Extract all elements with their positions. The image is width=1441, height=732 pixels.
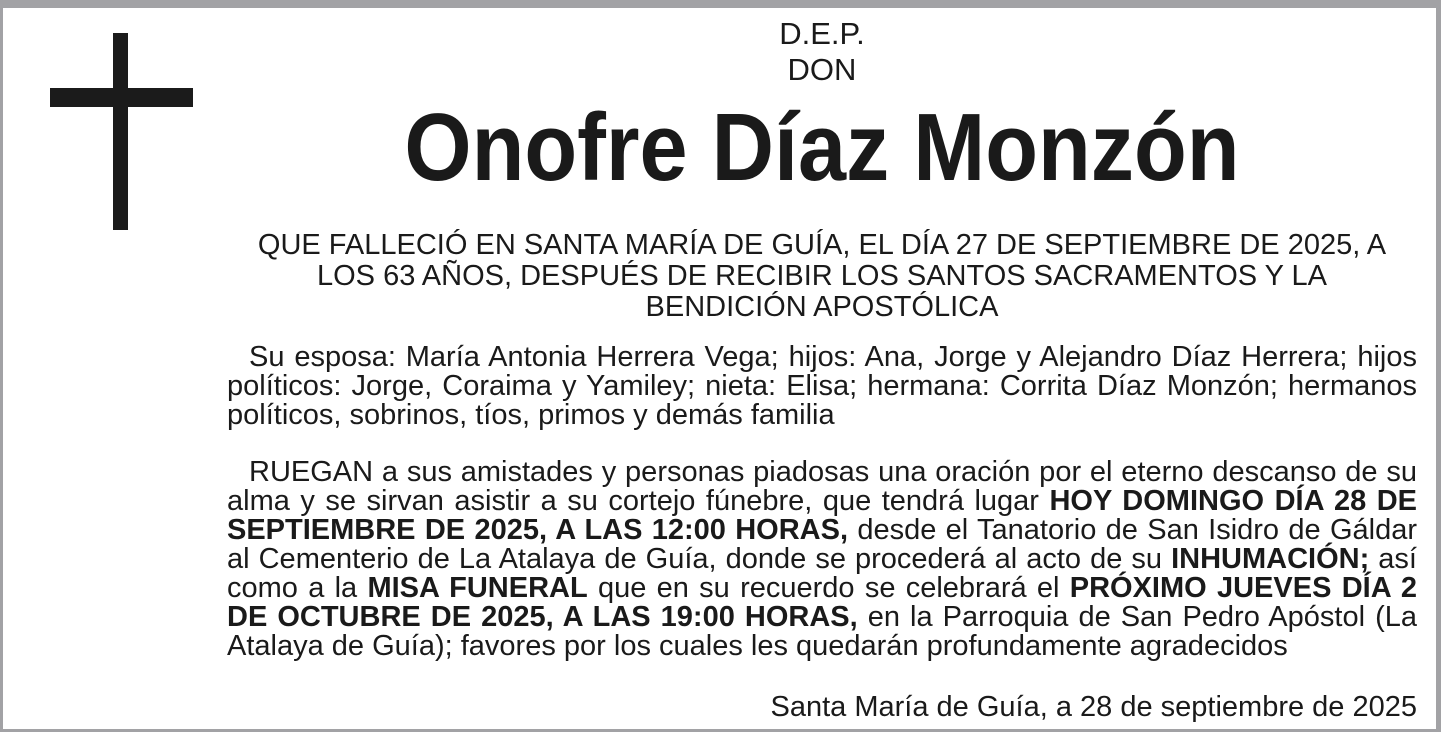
deceased-name-text: Onofre Díaz Monzón	[404, 94, 1240, 201]
announcement-run-8-misa-datetime: PRÓXIMO JUEVES DÍA 2 DE OCTUBRE DE 2025, A LAS 19:00 HORAS,	[227, 572, 1417, 633]
announcement-run-7: que en su recuerdo se celebrará el	[587, 572, 1070, 604]
announcement-run-6-misa-funeral: MISA FUNERAL	[367, 572, 588, 604]
honorific-don: DON	[787, 52, 857, 87]
announcement-run-2-funeral-datetime: HOY DOMINGO DÍA 28 DE SEPTIEMBRE DE 2025, A LAS 12:00 HORAS,	[227, 485, 1417, 546]
announcement-run-9: en la Parroquia de San Pedro Apóstol (La Atalaya de Guía); favores por los cuales les quedarán profundamente agradecidos	[227, 601, 1417, 662]
announcement-run-5: así como a la	[227, 543, 1417, 604]
death-notice-line-3: BENDICIÓN APOSTÓLICA	[645, 291, 999, 323]
announcement-run-1: RUEGAN a sus amistades y personas piadosas una oración por el eterno descanso de su alma y se sirvan asistir a su cortejo fúnebre, que tendrá lugar	[227, 456, 1417, 517]
deceased-name-title	[227, 94, 1417, 201]
frame-left-edge	[0, 0, 3, 732]
death-notice-paragraph	[227, 230, 1417, 323]
frame-right-edge	[1436, 0, 1441, 732]
cross-vertical-bar	[113, 33, 128, 230]
place-date-line: Santa María de Guía, a 28 de septiembre de 2025	[770, 691, 1417, 723]
cross-horizontal-bar	[50, 88, 193, 107]
obituary-text-column	[227, 0, 1417, 722]
death-notice-line-1: QUE FALLECIÓ EN SANTA MARÍA DE GUÍA, EL DÍA 27 DE SEPTIEMBRE DE 2025, A	[257, 229, 1387, 261]
announcement-paragraph	[227, 458, 1417, 661]
announcement-run-3: desde el Tanatorio de San Isidro de Gáldar al Cementerio de La Atalaya de Guía, donde se procederá al acto de su	[227, 514, 1417, 575]
announcement-run-4-inhumacion: INHUMACIÓN;	[1171, 543, 1370, 575]
family-paragraph: Su esposa: María Antonia Herrera Vega; hijos: Ana, Jorge y Alejandro Díaz Herrera; hijos políticos: Jorge, Coraima y Yamiley; nieta: Elisa; hermana: Corrita Díaz Monzón; hermanos políticos, sobrinos, tíos, primos y demás familia	[227, 341, 1417, 431]
dep-abbreviation: D.E.P.	[779, 16, 865, 51]
death-notice-line-2: LOS 63 AÑOS, DESPUÉS DE RECIBIR LOS SANTOS SACRAMENTOS Y LA	[317, 260, 1327, 292]
